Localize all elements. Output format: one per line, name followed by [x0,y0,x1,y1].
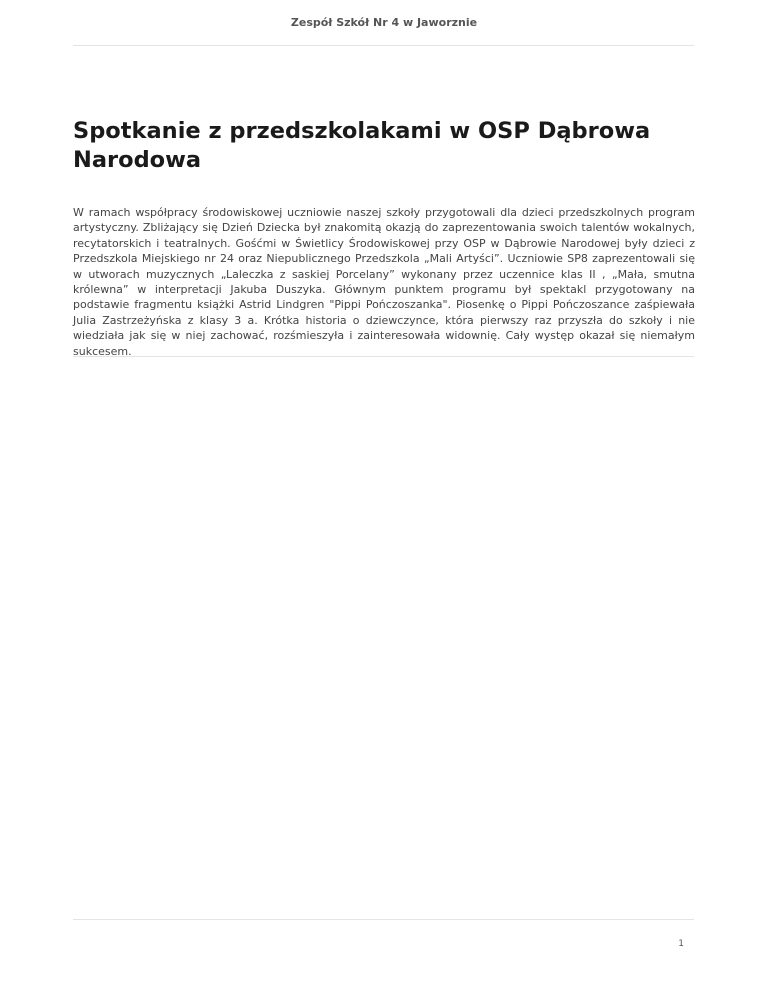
header-divider [73,45,694,46]
footer-divider [73,919,694,920]
article-body: W ramach współpracy środowiskowej uczniowie naszej szkoły przygotowali dla dzieci przedszkolnych program artystyczny. Zbliżający się Dzień Dziecka był znakomitą okazją do zaprezentowania swoich talentów wokalnych, recytatorskich i teatralnych. Gośćmi w Świetlicy Środowiskowej przy OSP w Dąbrowie Narodowej były dzieci z Przedszkola Miejskiego nr 24 oraz Niepublicznego Przedszkola „Mali Artyści”. Uczniowie SP8 zaprezentowali się w utworach muzycznych „Laleczka z saskiej Porcelany” wykonany przez uczennice klas II , „Mała, smutna królewna” w interpretacji Jakuba Duszyka. Głównym punktem programu był spektakl przygotowany na podstawie fragmentu książki Astrid Lindgren "Pippi Pończoszanka". Piosenkę o Pippi Pończoszance zaśpiewała Julia Zastrzeżyńska z klasy 3 a. Krótka historia o dziewczynce, która pierwszy raz przyszła do szkoły i nie wiedziała jak się w niej zachować, rozśmieszyła i zainteresowała widownię. Cały występ okazał się niemałym sukcesem. [73,206,695,358]
article-end-divider [73,356,694,357]
page-header-school-name: Zespół Szkół Nr 4 w Jaworznie [290,16,478,29]
page-number: 1 [678,939,684,949]
article-title: Spotkanie z przedszkolakami w OSP Dąbrowa Narodowa [73,118,651,173]
